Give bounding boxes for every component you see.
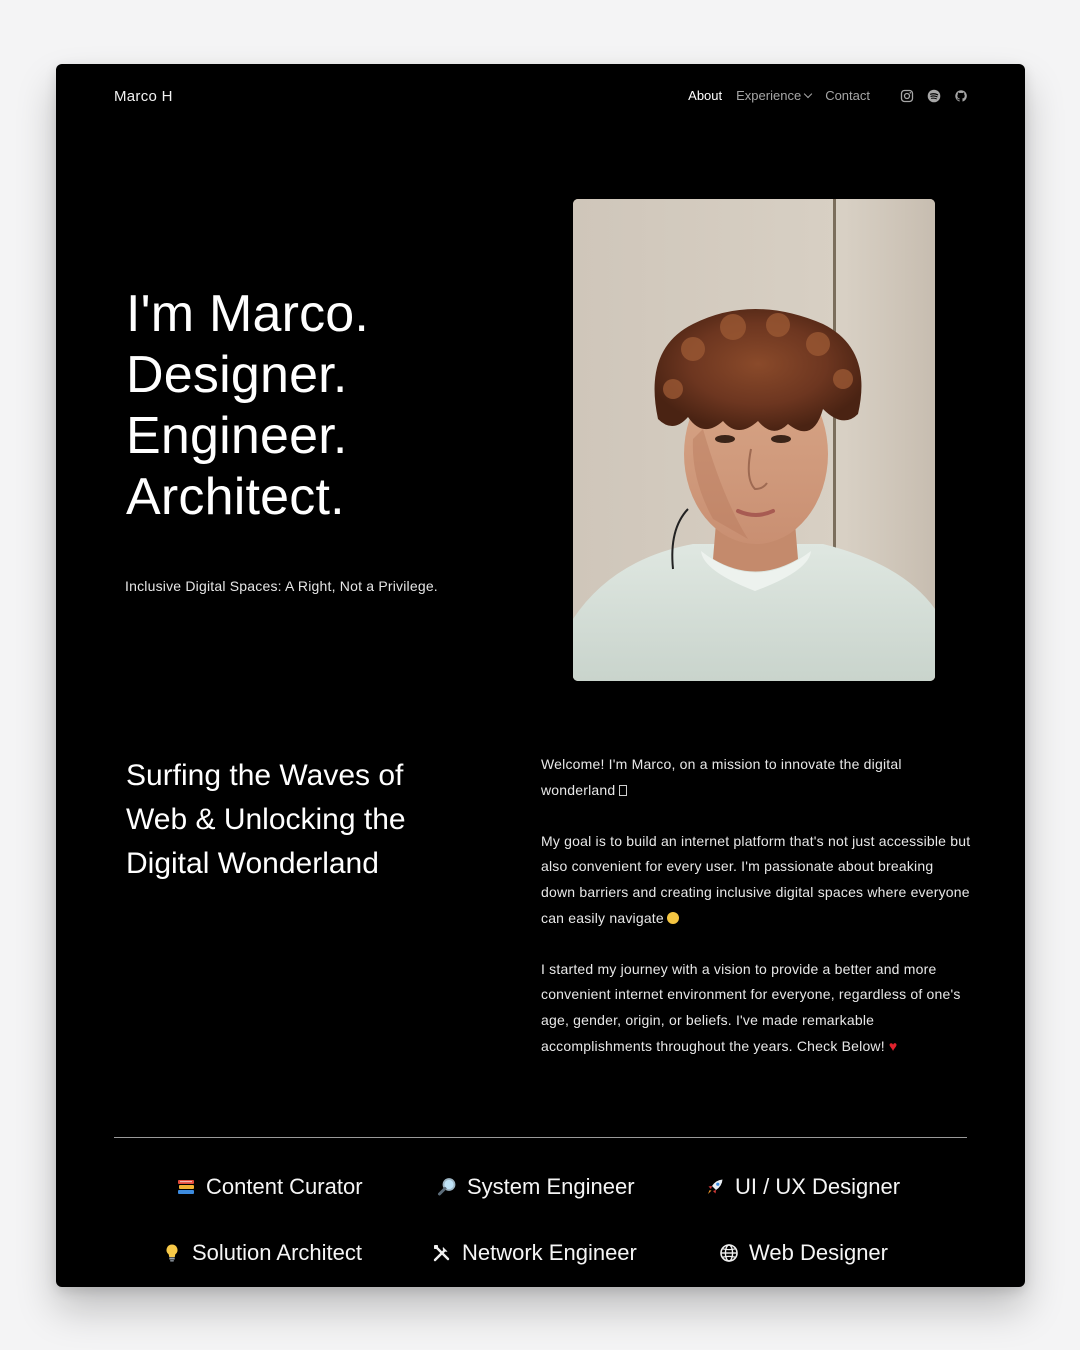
- nav-contact-label: Contact: [825, 88, 870, 103]
- role-label: UI / UX Designer: [735, 1174, 901, 1199]
- magnifier-icon: [436, 1176, 458, 1198]
- section-divider: [114, 1137, 967, 1138]
- portrait-photo: [573, 199, 935, 681]
- hero-title: [126, 284, 369, 528]
- about-body: [541, 752, 971, 1085]
- role-label: Solution Architect: [192, 1240, 362, 1265]
- brand-logo[interactable]: Marco H: [114, 88, 173, 105]
- about-paragraph: [541, 957, 971, 1059]
- role-ui-ux-designer: [704, 1174, 900, 1200]
- about-paragraph: [541, 829, 971, 931]
- nav-contact[interactable]: [825, 88, 870, 103]
- role-content-curator: [175, 1174, 363, 1200]
- role-label: Network Engineer: [462, 1240, 637, 1265]
- nav-about-label: About: [688, 88, 723, 103]
- role-web-designer: [718, 1240, 888, 1266]
- heart-icon: ♥: [888, 1037, 898, 1054]
- spotify-icon[interactable]: [927, 89, 941, 103]
- about-paragraph-text: Welcome! I'm Marco, on a mission to innovate the digital wonderland: [541, 756, 902, 798]
- about-paragraph-text: I started my journey with a vision to provide a better and more convenient internet environment for everyone, regardless of one's age, gender, origin, or beliefs. I've made remarkable accomplishments throughout the years. Check Below!: [541, 960, 961, 1054]
- hero-tagline: Inclusive Digital Spaces: A Right, Not a Privilege.: [125, 578, 438, 594]
- hero-line: I'm Marco.: [126, 285, 370, 343]
- github-icon[interactable]: [954, 89, 968, 103]
- hero-line: Architect.: [126, 468, 345, 526]
- about-title: Surfing the Waves of Web & Unlocking the Digital Wonderland: [126, 759, 406, 880]
- rocket-icon: [704, 1176, 726, 1198]
- missing-glyph-icon: [619, 785, 627, 796]
- chevron-down-icon: [804, 90, 812, 98]
- about-paragraph: [541, 752, 971, 803]
- compass-icon: [667, 912, 679, 924]
- role-label: Web Designer: [749, 1240, 888, 1265]
- about-paragraph-text: My goal is to build an internet platform that's not just accessible but also convenient for every user. I'm passionate about breaking down barriers and creating inclusive digital spaces where everyone can easily navigate: [541, 832, 971, 926]
- hero-line: Designer.: [126, 346, 348, 404]
- nav-experience[interactable]: [736, 88, 811, 103]
- globe-icon: [718, 1242, 740, 1264]
- nav-about[interactable]: [688, 88, 722, 103]
- nav-experience-label: Experience: [736, 88, 802, 103]
- role-system-engineer: [436, 1174, 635, 1200]
- instagram-icon[interactable]: [900, 89, 914, 103]
- main-nav: [688, 88, 870, 103]
- role-label: System Engineer: [467, 1174, 635, 1199]
- role-solution-architect: [161, 1240, 362, 1266]
- role-label: Content Curator: [206, 1174, 363, 1199]
- lightbulb-icon: [161, 1242, 183, 1264]
- books-icon: [175, 1176, 197, 1198]
- social-links: [900, 89, 968, 103]
- site-window: [56, 64, 1025, 1287]
- hero-line: Engineer.: [126, 407, 348, 465]
- tools-icon: [431, 1242, 453, 1264]
- role-network-engineer: [431, 1240, 637, 1266]
